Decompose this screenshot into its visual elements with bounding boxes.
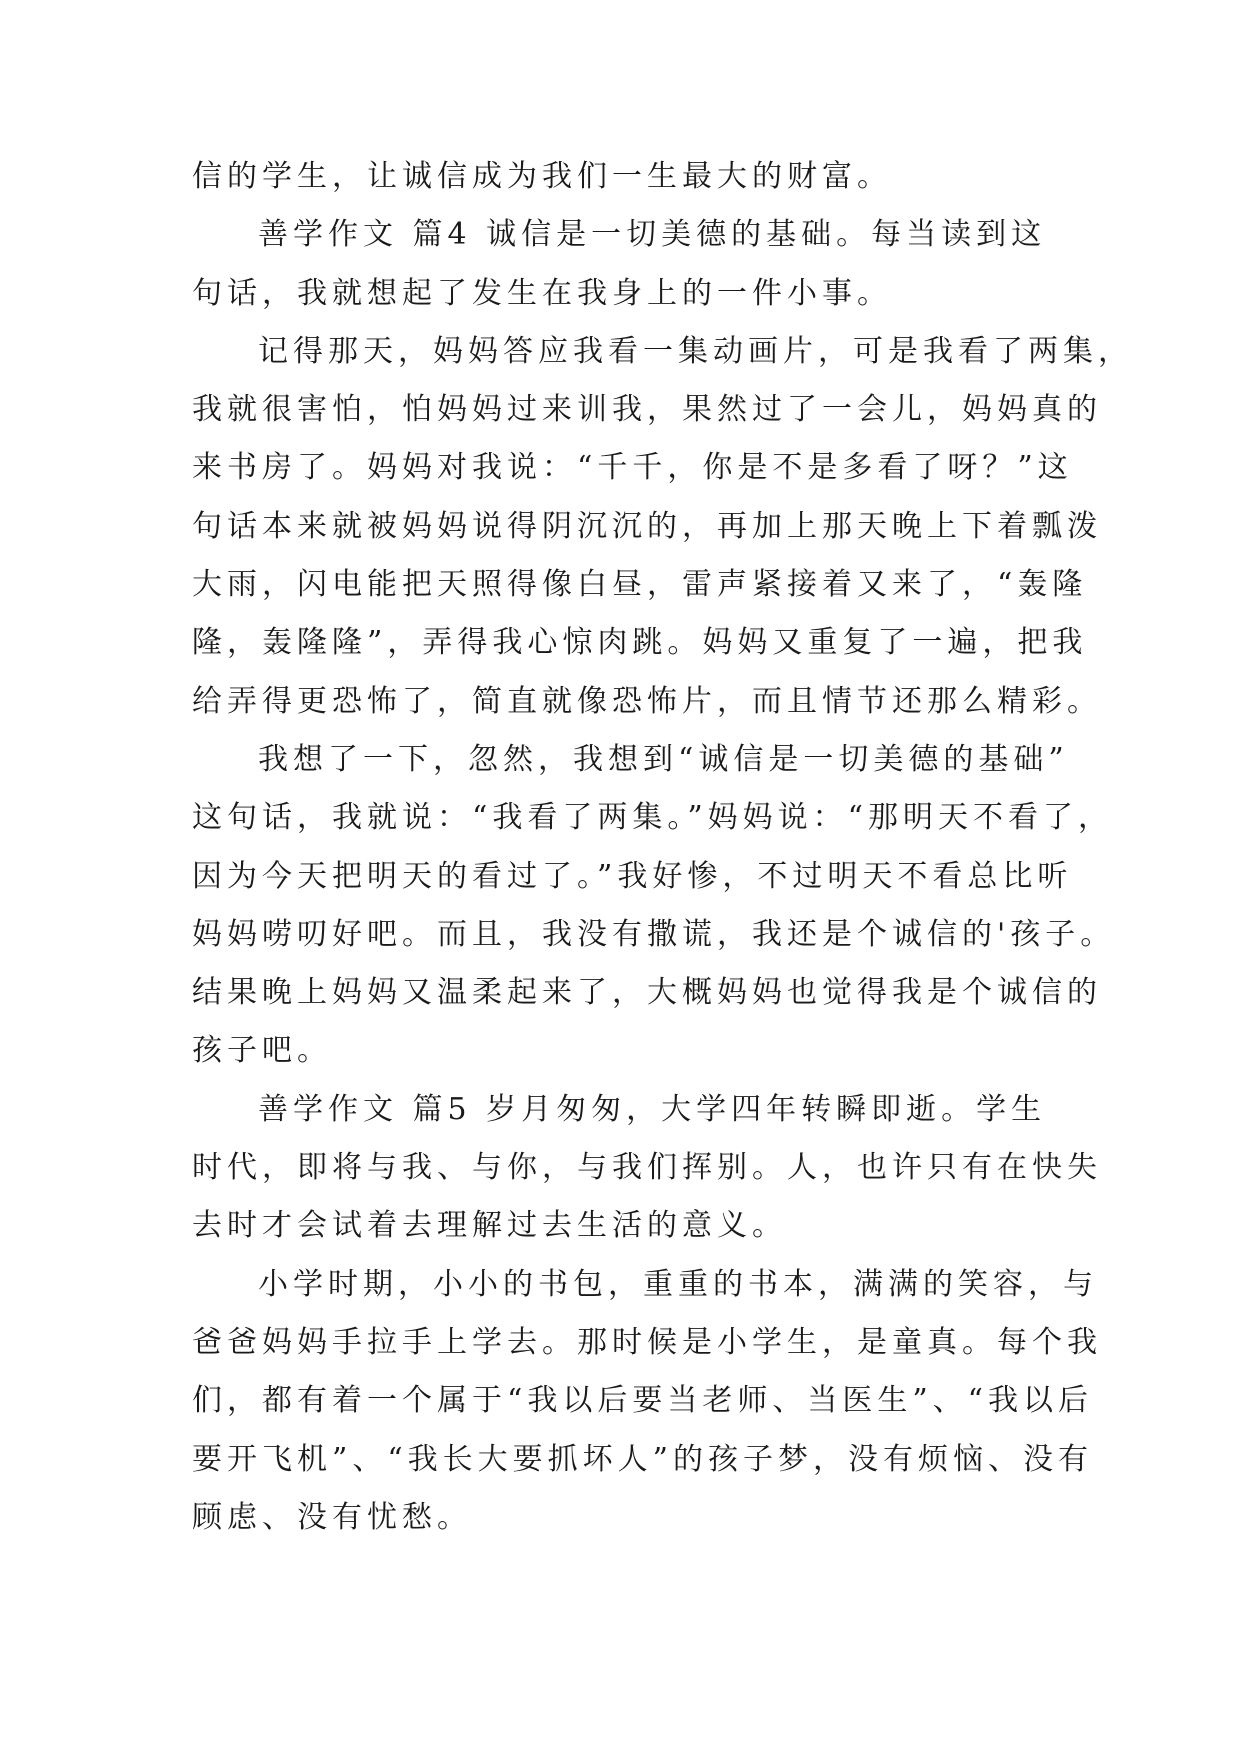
text-line: 我就很害怕，怕妈妈过来训我，果然过了一会儿，妈妈真的 [192, 392, 1102, 428]
text-line: 妈妈唠叨好吧。而且，我没有撒谎，我还是个诚信的'孩子。 [192, 916, 1116, 952]
text-line: 顾虑、没有忧愁。 [192, 1499, 472, 1535]
text-line: 去时才会试着去理解过去生活的意义。 [192, 1208, 787, 1244]
text-line: 因为今天把明天的看过了。”我好惨，不过明天不看总比听 [192, 858, 1073, 894]
paragraph-start-line: 小学时期，小小的书包，重重的书本，满满的笑容，与 [258, 1266, 1098, 1302]
text-line: 句话，我就想起了发生在我身上的一件小事。 [192, 275, 892, 311]
paragraph-start-line: 记得那天，妈妈答应我看一集动画片，可是我看了两集， [258, 333, 1133, 369]
text-line: 这句话，我就说：“我看了两集。”妈妈说：“那明天不看了， [192, 800, 1114, 836]
text-line: 信的学生，让诚信成为我们一生最大的财富。 [192, 159, 892, 194]
text-line: 结果晚上妈妈又温柔起来了，大概妈妈也觉得我是个诚信的 [192, 975, 1102, 1011]
text-line: 时代，即将与我、与你，与我们挥别。人，也许只有在快失 [192, 1150, 1102, 1186]
section-heading-line: 善学作文 篇5 岁月匆匆，大学四年转瞬即逝。学生 [258, 1091, 1047, 1127]
text-line: 给弄得更恐怖了，简直就像恐怖片，而且情节还那么精彩。 [192, 683, 1102, 719]
text-line: 大雨，闪电能把天照得像白昼，雷声紧接着又来了，“轰隆 [192, 567, 1088, 603]
document-body [192, 148, 1133, 1547]
section-heading-line: 善学作文 篇4 诚信是一切美德的基础。每当读到这 [258, 217, 1047, 253]
text-line: 爸爸妈妈手拉手上学去。那时候是小学生，是童真。每个我 [192, 1324, 1102, 1360]
text-line: 隆，轰隆隆”，弄得我心惊肉跳。妈妈又重复了一遍，把我 [192, 625, 1088, 661]
text-line: 要开飞机”、“我长大要抓坏人”的孩子梦，没有烦恼、没有 [192, 1441, 1094, 1477]
text-line: 来书房了。妈妈对我说：“千千，你是不是多看了呀？”这 [192, 450, 1073, 486]
text-line: 们，都有着一个属于“我以后要当老师、当医生”、“我以后 [192, 1383, 1094, 1419]
text-line: 孩子吧。 [192, 1033, 332, 1069]
paragraph-start-line: 我想了一下，忽然，我想到“诚信是一切美德的基础” [258, 741, 1069, 777]
text-line: 句话本来就被妈妈说得阴沉沉的，再加上那天晚上下着瓢泼 [192, 508, 1102, 544]
